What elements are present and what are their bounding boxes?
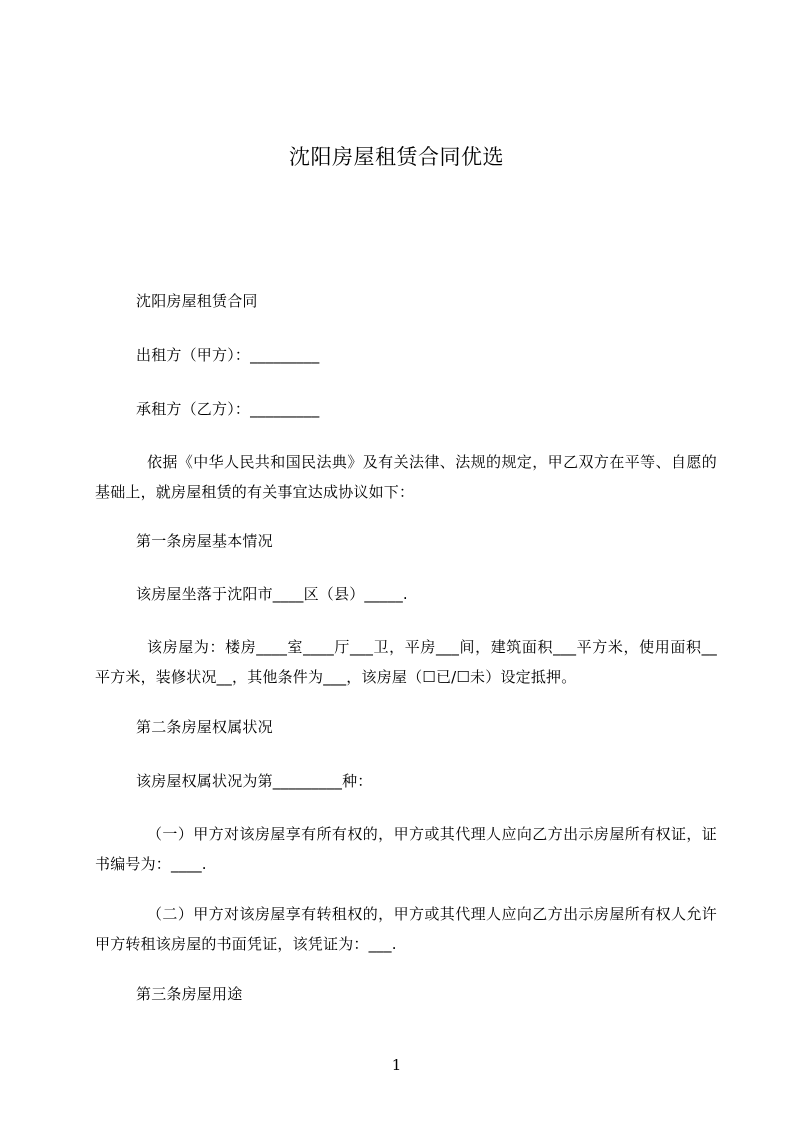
contract-heading: 沈阳房屋租赁合同 [136,292,258,310]
preamble-paragraph: 依据《中华人民共和国民法典》及有关法律、法规的规定，甲乙双方在平等、自愿的基础上，就房屋租赁的有关事宜达成协议如下： [95,453,717,501]
lessee-line: 承租方（乙方）：_________ [136,400,320,418]
document-title: 沈阳房屋租赁合同优选 [289,145,504,169]
ownership-clause-1: （一）甲方对该房屋享有所有权的，甲方或其代理人应向乙方出示房屋所有权证，证书编号为：____. [95,825,717,873]
article-3-heading: 第三条房屋用途 [136,985,243,1003]
ownership-type-line: 该房屋权属状况为第_________种： [136,772,373,790]
article-1-heading: 第一条房屋基本情况 [136,532,273,550]
ownership-clause-2: （二）甲方对该房屋享有转租权的，甲方或其代理人应向乙方出示房屋所有权人允许甲方转租该房屋的书面凭证，该凭证为：___. [95,905,717,953]
page-number: 1 [391,1056,402,1074]
property-details: 该房屋为：楼房____室____厅___卫，平房___间，建筑面积___平方米，使用面积__平方米，装修状况__，其他条件为___，该房屋（☐已/☐未）设定抵押。 [95,638,717,686]
lessor-line: 出租方（甲方）：_________ [136,346,320,364]
property-location: 该房屋坐落于沈阳市____区（县）_____. [136,585,408,603]
article-2-heading: 第二条房屋权属状况 [136,718,273,736]
